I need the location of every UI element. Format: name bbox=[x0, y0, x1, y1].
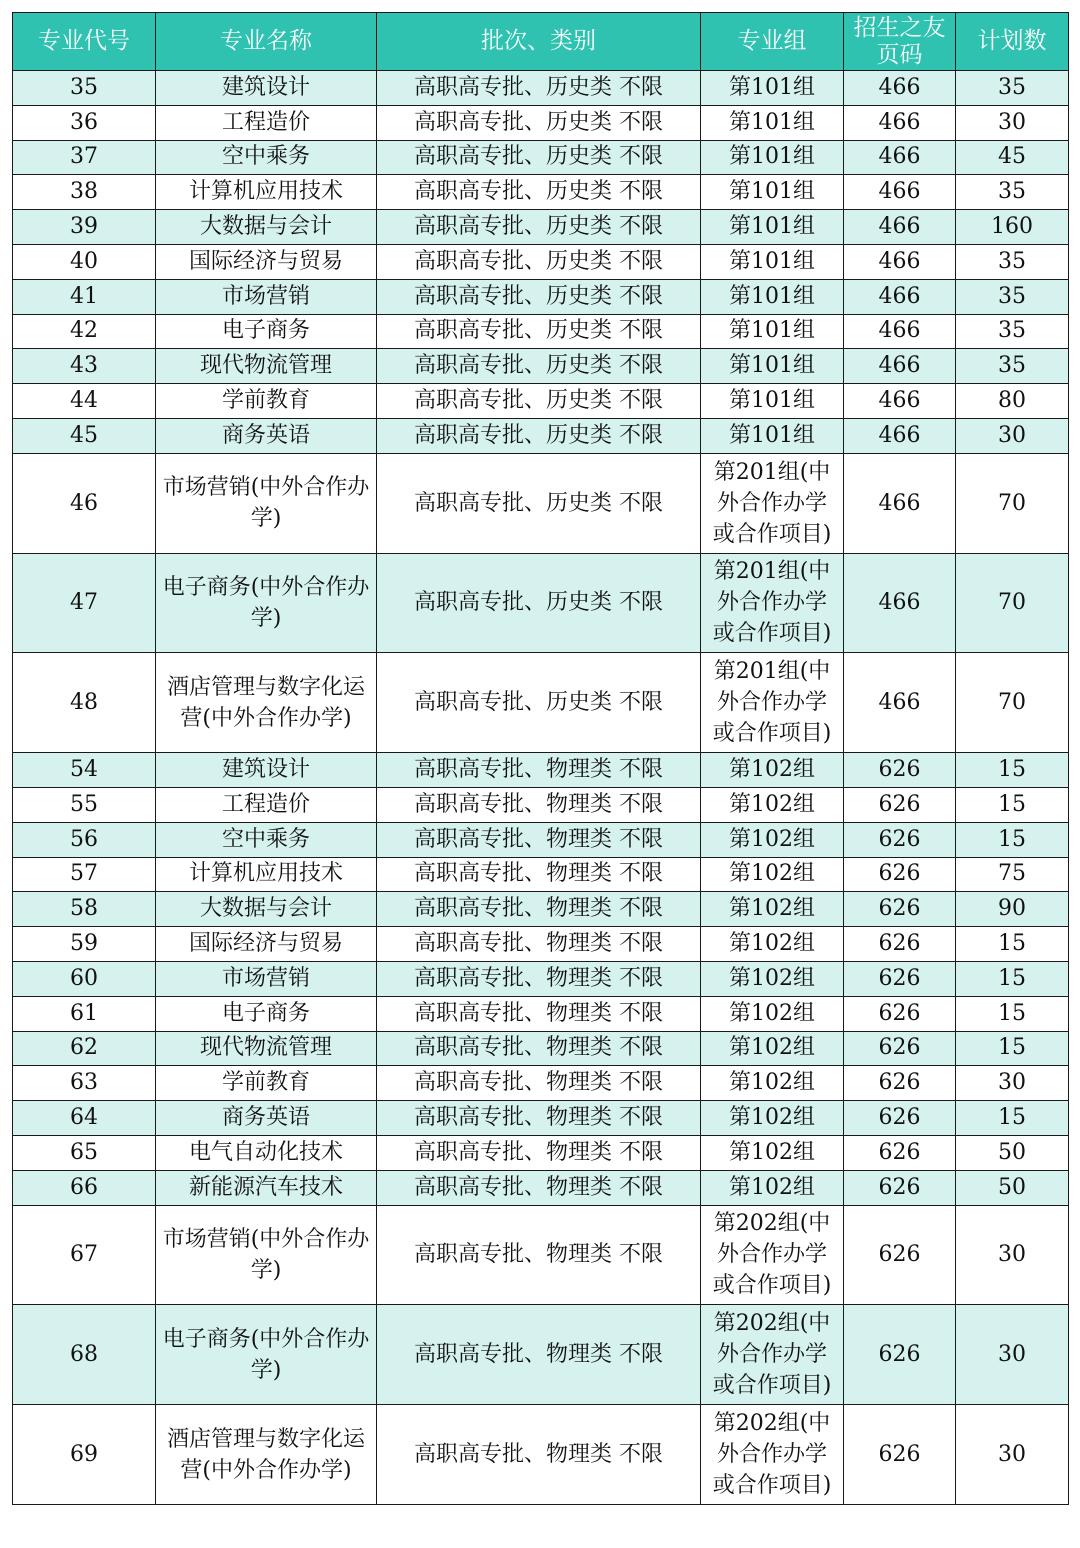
cell-major-group: 第101组 bbox=[701, 384, 844, 419]
cell-plan: 35 bbox=[956, 279, 1069, 314]
cell-page: 466 bbox=[844, 418, 956, 453]
cell-plan: 35 bbox=[956, 175, 1069, 210]
cell-plan: 50 bbox=[956, 1170, 1069, 1205]
table-row bbox=[13, 996, 1069, 1031]
cell-major-name: 大数据与会计 bbox=[156, 210, 377, 245]
table-header bbox=[13, 13, 1069, 71]
cell-major-name: 大数据与会计 bbox=[156, 892, 377, 927]
cell-major-name: 建筑设计 bbox=[156, 71, 377, 106]
cell-code: 47 bbox=[13, 553, 156, 653]
header-name: 专业名称 bbox=[156, 13, 377, 71]
cell-page: 626 bbox=[844, 1101, 956, 1136]
table-row bbox=[13, 787, 1069, 822]
cell-batch: 高职高专批、历史类 不限 bbox=[377, 384, 701, 419]
cell-major-group: 第102组 bbox=[701, 1066, 844, 1101]
table-row bbox=[13, 140, 1069, 175]
cell-major-name: 新能源汽车技术 bbox=[156, 1170, 377, 1205]
cell-plan: 15 bbox=[956, 822, 1069, 857]
cell-major-group: 第202组(中外合作办学或合作项目) bbox=[701, 1305, 844, 1405]
cell-page: 466 bbox=[844, 553, 956, 653]
cell-page: 466 bbox=[844, 175, 956, 210]
cell-batch: 高职高专批、物理类 不限 bbox=[377, 1135, 701, 1170]
cell-batch: 高职高专批、物理类 不限 bbox=[377, 787, 701, 822]
cell-code: 69 bbox=[13, 1405, 156, 1505]
cell-batch: 高职高专批、物理类 不限 bbox=[377, 1405, 701, 1505]
cell-batch: 高职高专批、物理类 不限 bbox=[377, 1305, 701, 1405]
cell-page: 466 bbox=[844, 384, 956, 419]
cell-batch: 高职高专批、历史类 不限 bbox=[377, 279, 701, 314]
cell-code: 61 bbox=[13, 996, 156, 1031]
cell-plan: 75 bbox=[956, 857, 1069, 892]
cell-batch: 高职高专批、历史类 不限 bbox=[377, 453, 701, 553]
table-row bbox=[13, 822, 1069, 857]
cell-plan: 15 bbox=[956, 1031, 1069, 1066]
cell-plan: 90 bbox=[956, 892, 1069, 927]
cell-major-group: 第101组 bbox=[701, 105, 844, 140]
cell-batch: 高职高专批、历史类 不限 bbox=[377, 71, 701, 106]
cell-page: 466 bbox=[844, 279, 956, 314]
cell-plan: 30 bbox=[956, 1205, 1069, 1305]
cell-major-group: 第101组 bbox=[701, 314, 844, 349]
cell-major-group: 第102组 bbox=[701, 996, 844, 1031]
cell-code: 35 bbox=[13, 71, 156, 106]
cell-page: 626 bbox=[844, 961, 956, 996]
cell-page: 466 bbox=[844, 105, 956, 140]
cell-major-group: 第202组(中外合作办学或合作项目) bbox=[701, 1205, 844, 1305]
cell-plan: 15 bbox=[956, 753, 1069, 788]
cell-code: 58 bbox=[13, 892, 156, 927]
table-row bbox=[13, 1305, 1069, 1405]
cell-code: 37 bbox=[13, 140, 156, 175]
table-row bbox=[13, 244, 1069, 279]
header-batch: 批次、类别 bbox=[377, 13, 701, 71]
cell-batch: 高职高专批、物理类 不限 bbox=[377, 1101, 701, 1136]
cell-major-group: 第202组(中外合作办学或合作项目) bbox=[701, 1405, 844, 1505]
cell-code: 46 bbox=[13, 453, 156, 553]
cell-major-name: 电子商务 bbox=[156, 996, 377, 1031]
cell-code: 41 bbox=[13, 279, 156, 314]
cell-major-name: 计算机应用技术 bbox=[156, 857, 377, 892]
cell-code: 38 bbox=[13, 175, 156, 210]
cell-code: 40 bbox=[13, 244, 156, 279]
cell-page: 626 bbox=[844, 1031, 956, 1066]
table-row bbox=[13, 1101, 1069, 1136]
cell-plan: 35 bbox=[956, 349, 1069, 384]
cell-batch: 高职高专批、物理类 不限 bbox=[377, 1031, 701, 1066]
cell-major-group: 第102组 bbox=[701, 1101, 844, 1136]
cell-page: 466 bbox=[844, 210, 956, 245]
cell-major-name: 工程造价 bbox=[156, 105, 377, 140]
cell-page: 626 bbox=[844, 1305, 956, 1405]
cell-page: 466 bbox=[844, 314, 956, 349]
cell-major-name: 学前教育 bbox=[156, 384, 377, 419]
cell-page: 626 bbox=[844, 787, 956, 822]
cell-major-group: 第102组 bbox=[701, 961, 844, 996]
cell-batch: 高职高专批、历史类 不限 bbox=[377, 210, 701, 245]
cell-major-name: 空中乘务 bbox=[156, 822, 377, 857]
cell-major-group: 第101组 bbox=[701, 175, 844, 210]
table-row bbox=[13, 210, 1069, 245]
cell-page: 466 bbox=[844, 140, 956, 175]
cell-major-name: 酒店管理与数字化运营(中外合作办学) bbox=[156, 1405, 377, 1505]
table-row bbox=[13, 857, 1069, 892]
table-row bbox=[13, 961, 1069, 996]
cell-batch: 高职高专批、历史类 不限 bbox=[377, 553, 701, 653]
table-row bbox=[13, 418, 1069, 453]
cell-major-group: 第101组 bbox=[701, 418, 844, 453]
cell-major-group: 第201组(中外合作办学或合作项目) bbox=[701, 453, 844, 553]
cell-major-group: 第102组 bbox=[701, 753, 844, 788]
cell-major-name: 商务英语 bbox=[156, 418, 377, 453]
cell-code: 66 bbox=[13, 1170, 156, 1205]
table-row bbox=[13, 653, 1069, 753]
cell-major-group: 第102组 bbox=[701, 892, 844, 927]
cell-major-name: 现代物流管理 bbox=[156, 349, 377, 384]
cell-major-name: 市场营销(中外合作办学) bbox=[156, 453, 377, 553]
cell-batch: 高职高专批、物理类 不限 bbox=[377, 1205, 701, 1305]
cell-code: 42 bbox=[13, 314, 156, 349]
cell-plan: 30 bbox=[956, 1066, 1069, 1101]
cell-major-group: 第102组 bbox=[701, 927, 844, 962]
cell-batch: 高职高专批、历史类 不限 bbox=[377, 105, 701, 140]
table-row bbox=[13, 753, 1069, 788]
cell-plan: 15 bbox=[956, 1101, 1069, 1136]
cell-code: 64 bbox=[13, 1101, 156, 1136]
cell-major-name: 电子商务(中外合作办学) bbox=[156, 553, 377, 653]
cell-page: 626 bbox=[844, 753, 956, 788]
cell-major-group: 第102组 bbox=[701, 1170, 844, 1205]
cell-major-name: 现代物流管理 bbox=[156, 1031, 377, 1066]
cell-code: 56 bbox=[13, 822, 156, 857]
cell-plan: 50 bbox=[956, 1135, 1069, 1170]
table-row bbox=[13, 553, 1069, 653]
cell-batch: 高职高专批、物理类 不限 bbox=[377, 961, 701, 996]
cell-batch: 高职高专批、历史类 不限 bbox=[377, 418, 701, 453]
header-plan: 计划数 bbox=[956, 13, 1069, 71]
cell-major-name: 国际经济与贸易 bbox=[156, 244, 377, 279]
table-body bbox=[13, 71, 1069, 1505]
cell-major-name: 市场营销(中外合作办学) bbox=[156, 1205, 377, 1305]
header-code: 专业代号 bbox=[13, 13, 156, 71]
cell-plan: 45 bbox=[956, 140, 1069, 175]
cell-major-name: 商务英语 bbox=[156, 1101, 377, 1136]
cell-batch: 高职高专批、历史类 不限 bbox=[377, 314, 701, 349]
cell-major-group: 第102组 bbox=[701, 787, 844, 822]
cell-major-name: 建筑设计 bbox=[156, 753, 377, 788]
cell-page: 626 bbox=[844, 1170, 956, 1205]
cell-page: 466 bbox=[844, 349, 956, 384]
cell-page: 626 bbox=[844, 892, 956, 927]
cell-code: 62 bbox=[13, 1031, 156, 1066]
cell-major-group: 第102组 bbox=[701, 1031, 844, 1066]
cell-plan: 15 bbox=[956, 787, 1069, 822]
cell-batch: 高职高专批、历史类 不限 bbox=[377, 244, 701, 279]
cell-code: 45 bbox=[13, 418, 156, 453]
cell-page: 466 bbox=[844, 244, 956, 279]
cell-page: 466 bbox=[844, 453, 956, 553]
cell-code: 44 bbox=[13, 384, 156, 419]
cell-page: 626 bbox=[844, 1205, 956, 1305]
cell-page: 626 bbox=[844, 822, 956, 857]
table-row bbox=[13, 349, 1069, 384]
cell-page: 626 bbox=[844, 1066, 956, 1101]
cell-batch: 高职高专批、物理类 不限 bbox=[377, 857, 701, 892]
cell-code: 39 bbox=[13, 210, 156, 245]
cell-major-name: 酒店管理与数字化运营(中外合作办学) bbox=[156, 653, 377, 753]
cell-major-name: 工程造价 bbox=[156, 787, 377, 822]
cell-plan: 35 bbox=[956, 314, 1069, 349]
table-row bbox=[13, 1405, 1069, 1505]
cell-batch: 高职高专批、物理类 不限 bbox=[377, 892, 701, 927]
header-row bbox=[13, 13, 1069, 71]
cell-code: 55 bbox=[13, 787, 156, 822]
cell-batch: 高职高专批、物理类 不限 bbox=[377, 822, 701, 857]
cell-major-name: 学前教育 bbox=[156, 1066, 377, 1101]
cell-major-name: 计算机应用技术 bbox=[156, 175, 377, 210]
cell-code: 65 bbox=[13, 1135, 156, 1170]
cell-plan: 80 bbox=[956, 384, 1069, 419]
header-group: 专业组 bbox=[701, 13, 844, 71]
table-row bbox=[13, 384, 1069, 419]
cell-major-group: 第102组 bbox=[701, 1135, 844, 1170]
table-row bbox=[13, 1031, 1069, 1066]
cell-plan: 160 bbox=[956, 210, 1069, 245]
cell-plan: 15 bbox=[956, 927, 1069, 962]
table-row bbox=[13, 175, 1069, 210]
cell-plan: 70 bbox=[956, 453, 1069, 553]
table-row bbox=[13, 1066, 1069, 1101]
cell-plan: 35 bbox=[956, 244, 1069, 279]
table-row bbox=[13, 279, 1069, 314]
table-row bbox=[13, 927, 1069, 962]
cell-code: 68 bbox=[13, 1305, 156, 1405]
cell-major-name: 市场营销 bbox=[156, 961, 377, 996]
cell-page: 466 bbox=[844, 71, 956, 106]
cell-code: 36 bbox=[13, 105, 156, 140]
cell-code: 63 bbox=[13, 1066, 156, 1101]
cell-major-group: 第101组 bbox=[701, 71, 844, 106]
cell-major-group: 第102组 bbox=[701, 857, 844, 892]
cell-batch: 高职高专批、物理类 不限 bbox=[377, 927, 701, 962]
table-row bbox=[13, 314, 1069, 349]
cell-plan: 30 bbox=[956, 418, 1069, 453]
table-row bbox=[13, 105, 1069, 140]
cell-page: 626 bbox=[844, 1135, 956, 1170]
cell-major-name: 国际经济与贸易 bbox=[156, 927, 377, 962]
cell-page: 626 bbox=[844, 1405, 956, 1505]
cell-batch: 高职高专批、物理类 不限 bbox=[377, 753, 701, 788]
cell-code: 67 bbox=[13, 1205, 156, 1305]
cell-page: 466 bbox=[844, 653, 956, 753]
cell-major-group: 第102组 bbox=[701, 822, 844, 857]
cell-plan: 15 bbox=[956, 996, 1069, 1031]
cell-major-name: 电子商务(中外合作办学) bbox=[156, 1305, 377, 1405]
cell-code: 43 bbox=[13, 349, 156, 384]
cell-code: 54 bbox=[13, 753, 156, 788]
cell-plan: 35 bbox=[956, 71, 1069, 106]
table-row bbox=[13, 1205, 1069, 1305]
cell-major-group: 第101组 bbox=[701, 244, 844, 279]
cell-plan: 70 bbox=[956, 553, 1069, 653]
cell-batch: 高职高专批、物理类 不限 bbox=[377, 996, 701, 1031]
cell-plan: 30 bbox=[956, 105, 1069, 140]
cell-batch: 高职高专批、物理类 不限 bbox=[377, 1170, 701, 1205]
cell-major-group: 第101组 bbox=[701, 279, 844, 314]
table-row bbox=[13, 1170, 1069, 1205]
cell-page: 626 bbox=[844, 927, 956, 962]
cell-major-group: 第101组 bbox=[701, 349, 844, 384]
cell-code: 60 bbox=[13, 961, 156, 996]
cell-major-name: 电气自动化技术 bbox=[156, 1135, 377, 1170]
cell-batch: 高职高专批、历史类 不限 bbox=[377, 349, 701, 384]
table-row bbox=[13, 453, 1069, 553]
cell-batch: 高职高专批、历史类 不限 bbox=[377, 175, 701, 210]
cell-major-group: 第201组(中外合作办学或合作项目) bbox=[701, 653, 844, 753]
cell-page: 626 bbox=[844, 996, 956, 1031]
cell-batch: 高职高专批、物理类 不限 bbox=[377, 1066, 701, 1101]
cell-code: 57 bbox=[13, 857, 156, 892]
cell-batch: 高职高专批、历史类 不限 bbox=[377, 140, 701, 175]
cell-major-group: 第101组 bbox=[701, 140, 844, 175]
header-page: 招生之友页码 bbox=[844, 13, 956, 71]
cell-batch: 高职高专批、历史类 不限 bbox=[377, 653, 701, 753]
cell-major-group: 第201组(中外合作办学或合作项目) bbox=[701, 553, 844, 653]
cell-plan: 15 bbox=[956, 961, 1069, 996]
cell-plan: 30 bbox=[956, 1305, 1069, 1405]
cell-major-name: 空中乘务 bbox=[156, 140, 377, 175]
table-row bbox=[13, 1135, 1069, 1170]
cell-code: 48 bbox=[13, 653, 156, 753]
table-row bbox=[13, 71, 1069, 106]
table-row bbox=[13, 892, 1069, 927]
cell-major-name: 电子商务 bbox=[156, 314, 377, 349]
cell-page: 626 bbox=[844, 857, 956, 892]
cell-plan: 30 bbox=[956, 1405, 1069, 1505]
cell-plan: 70 bbox=[956, 653, 1069, 753]
enrollment-plan-table bbox=[12, 12, 1069, 1505]
cell-code: 59 bbox=[13, 927, 156, 962]
cell-major-name: 市场营销 bbox=[156, 279, 377, 314]
cell-major-group: 第101组 bbox=[701, 210, 844, 245]
